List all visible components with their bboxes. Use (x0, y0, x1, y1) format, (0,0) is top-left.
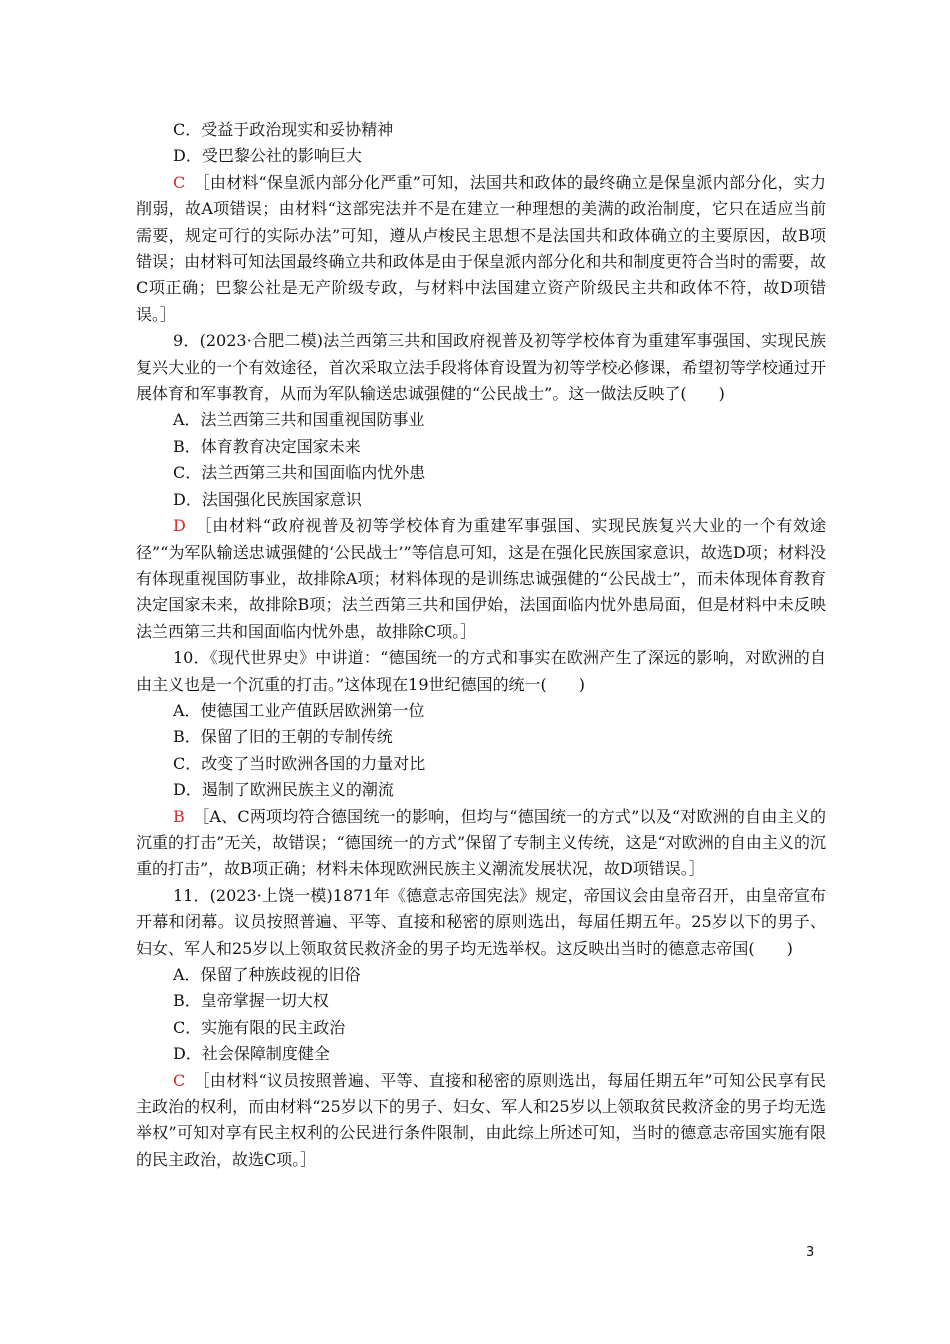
option-c: C．法兰西第三共和国面临内忧外患 (173, 463, 426, 483)
explanation-text: ［A、C两项均符合德国统一的影响，但均与“德国统一的方式”以及“对欧洲的自由主义的沉重的打击”无关，故错误；“德国统一的方式”保留了专制主义传统，这是“对欧洲的自由主义的沉重的打击”，故B项正确；材料未体现欧洲民族主义潮流发展状况，故D项错误。］ (136, 806, 826, 879)
option-d: D．社会保障制度健全 (173, 1044, 330, 1064)
answer-explanation (136, 513, 826, 645)
question-stem-9: 9．(2023·合肥二模)法兰西第三共和国政府视普及初等学校体育为重建军事强国、实现民族复兴大业的一个有效途径，首次采取立法手段将体育设置为初等学校必修课，希望初等学校通过开展体育和军事教育，从而为军队输送忠诚强健的“公民战士”。这一做法反映了( ) (136, 331, 826, 404)
answer-explanation (136, 170, 826, 328)
option-b: B．皇帝掌握一切大权 (173, 991, 329, 1011)
page-number: 3 (806, 1245, 815, 1260)
answer-letter: C (173, 1070, 186, 1090)
option-c: C．实施有限的民主政治 (173, 1017, 346, 1037)
answer-letter: B (173, 806, 185, 826)
option-a: A．保留了种族歧视的旧俗 (173, 965, 361, 984)
answer-letter: C (173, 172, 186, 192)
option-d: D．遏制了欧洲民族主义的潮流 (173, 780, 394, 800)
option-c: C．受益于政治现实和妥协精神 (173, 120, 394, 139)
question-stem-11: 11．(2023·上饶一模)1871年《德意志帝国宪法》规定，帝国议会由皇帝召开，由皇帝宣布开幕和闭幕。议员按照普遍、平等、直接和秘密的原则选出，每届任期五年。25岁以下的男子、妇女、军人和25岁以上领取贫民救济金的男子均无选举权。这反映出当时的德意志帝国( ) (136, 885, 826, 958)
page-content (136, 117, 826, 1173)
answer-letter: D (173, 516, 186, 536)
option-b: B．保留了旧的王朝的专制传统 (173, 727, 393, 747)
explanation-text: ［由材料“保皇派内部分化严重”可知，法国共和政体的最终确立是保皇派内部分化，实力削弱，故A项错误；由材料“这部宪法并不是在建立一种理想的美满的政治制度，它只在适应当前需要，规定可行的实际办法”可知，遵从卢梭民主思想不是法国共和政体确立的主要原因，故B项错误；由材料可知法国最终确立共和政体是由于保皇派内部分化和共和制度更符合当时的需要，故C项正确；巴黎公社是无产阶级专政，与材料中法国建立资产阶级民主共和政体不符，故D项错误。］ (136, 172, 826, 324)
answer-explanation (136, 804, 826, 883)
option-b: B．体育教育决定国家未来 (173, 436, 361, 456)
explanation-text: ［由材料“议员按照普遍、平等、直接和秘密的原则选出，每届任期五年”可知公民享有民主政治的权利，而由材料“25岁以下的男子、妇女、军人和25岁以上领取贫民救济金的男子均无选举权”可知对享有民主权利的公民进行条件限制，由此综上所述可知，当时的德意志帝国实施有限的民主政治，故选C项。］ (136, 1070, 826, 1169)
question-stem-10: 10．《现代世界史》中讲道：“德国统一的方式和事实在欧洲产生了深远的影响，对欧洲的自由主义也是一个沉重的打击。”这体现在19世纪德国的统一( ) (136, 648, 826, 694)
option-a: A．使德国工业产值跃居欧洲第一位 (173, 700, 425, 720)
answer-explanation (136, 1068, 826, 1174)
option-c: C．改变了当时欧洲各国的力量对比 (173, 753, 426, 773)
option-a: A．法兰西第三共和国重视国防事业 (173, 410, 425, 430)
option-d: D．受巴黎公社的影响巨大 (173, 146, 362, 166)
option-d: D．法国强化民族国家意识 (173, 489, 362, 509)
explanation-text: ［由材料“政府视普及初等学校体育为重建军事强国、实现民族复兴大业的一个有效途径”“为军队输送忠诚强健的‘公民战士’”等信息可知，这是在强化民族国家意识，故选D项；材料没有体现重视国防事业，故排除A项；材料体现的是训练忠诚强健的“公民战士”，而未体现体育教育决定国家未来，故排除B项；法兰西第三共和国伊始，法国面临内忧外患局面，但是材料中未反映法兰西第三共和国面临内忧外患，故排除C项。］ (136, 516, 826, 641)
